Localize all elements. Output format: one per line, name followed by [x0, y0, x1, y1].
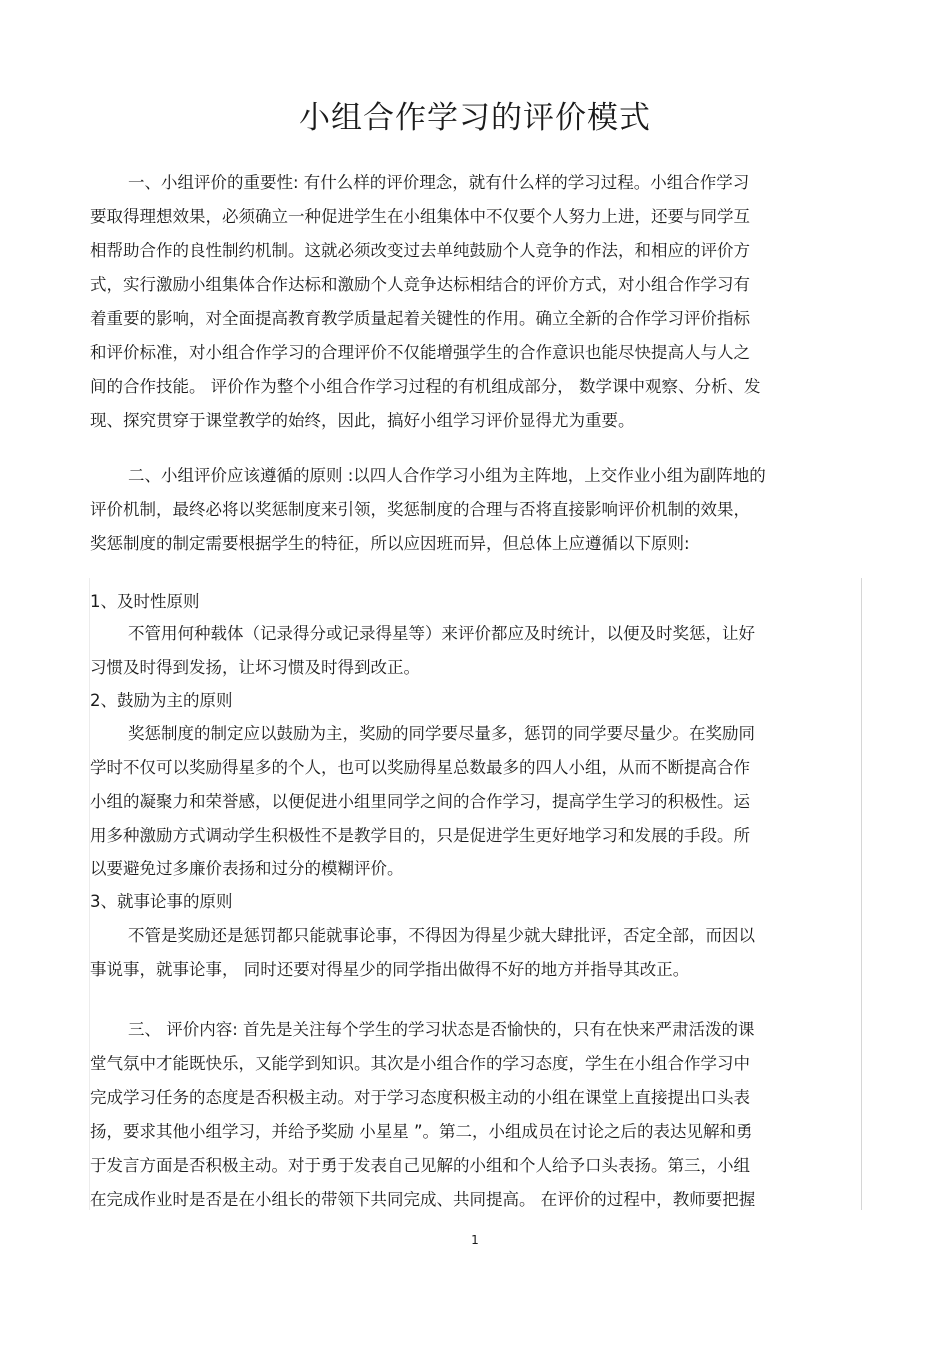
text-line: 间的合作技能。 评价作为整个小组合作学习过程的有机组成部分， 数学课中观察、分析、发: [90, 377, 761, 396]
text-line: 要取得理想效果，必须确立一种促进学生在小组集体中不仅要个人努力上进，还要与同学互: [90, 207, 750, 226]
text-line: 学时不仅可以奖励得星多的个人，也可以奖励得星总数最多的四人小组，从而不断提高合作: [90, 758, 750, 777]
text-line: 三、 评价内容: 首先是关注每个学生的学习状态是否愉快的，只有在快来严肃活泼的课: [128, 1020, 755, 1039]
page-title: 小组合作学习的评价模式: [299, 100, 651, 136]
text-line: 奖惩制度的制定需要根据学生的特征，所以应因班而异，但总体上应遵循以下原则:: [90, 534, 690, 553]
text-line: 不管用何种载体（记录得分或记录得星等）来评价都应及时统计，以便及时奖惩，让好: [128, 624, 755, 643]
text-line: 以要避免过多廉价表扬和过分的模糊评价。: [90, 859, 404, 878]
text-line: 不管是奖励还是惩罚都只能就事论事，不得因为得星少就大肆批评，否定全部，而因以: [128, 926, 755, 945]
principle-heading: 3、就事论事的原则: [90, 892, 233, 911]
text-line: 堂气氛中才能既快乐，又能学到知识。其次是小组合作的学习态度，学生在小组合作学习中: [90, 1054, 750, 1073]
principle-heading: 1、及时性原则: [90, 592, 200, 611]
text-line: 相帮助合作的良性制约机制。这就必须改变过去单纯鼓励个人竞争的作法，和相应的评价方: [90, 241, 750, 260]
text-line: 扬，要求其他小组学习，并给予奖励 小星星 ”。第二，小组成员在讨论之后的表达见解和勇: [90, 1122, 753, 1141]
text-line: 事说事，就事论事， 同时还要对得星少的同学指出做得不好的地方并指导其改正。: [90, 960, 690, 979]
text-line: 在完成作业时是否是在小组长的带领下共同完成、共同提高。 在评价的过程中，教师要把握: [90, 1190, 756, 1209]
text-line: 现、探究贯穿于课堂教学的始终，因此，搞好小组学习评价显得尤为重要。: [90, 411, 635, 430]
text-line: 于发言方面是否积极主动。对于勇于发表自己见解的小组和个人给予口头表扬。第三，小组: [90, 1156, 750, 1175]
text-line: 评价机制，最终必将以奖惩制度来引领，奖惩制度的合理与否将直接影响评价机制的效果，: [90, 500, 750, 519]
text-line: 完成学习任务的态度是否积极主动。对于学习态度积极主动的小组在课堂上直接提出口头表: [90, 1088, 750, 1107]
text-line: 小组的凝聚力和荣誉感，以便促进小组里同学之间的合作学习，提高学生学习的积极性。运: [90, 792, 750, 811]
text-line: 二、小组评价应该遵循的原则 :以四人合作学习小组为主阵地，上交作业小组为副阵地的: [128, 466, 766, 485]
text-line: 习惯及时得到发扬，让坏习惯及时得到改正。: [90, 658, 420, 677]
text-line: 式，实行激励小组集体合作达标和激励个人竞争达标相结合的评价方式，对小组合作学习有: [90, 275, 750, 294]
text-line: 着重要的影响，对全面提高教育教学质量起着关键性的作用。确立全新的合作学习评价指标: [90, 309, 750, 328]
text-line: 一、小组评价的重要性: 有什么样的评价理念，就有什么样的学习过程。小组合作学习: [128, 173, 750, 192]
text-line: 用多种激励方式调动学生积极性不是教学目的，只是促进学生更好地学习和发展的手段。所: [90, 826, 750, 845]
text-line: 和评价标准，对小组合作学习的合理评价不仅能增强学生的合作意识也能尽快提高人与人之: [90, 343, 750, 362]
principle-heading: 2、鼓励为主的原则: [90, 691, 233, 710]
page-number: 1: [471, 1233, 479, 1247]
right-margin-rule: [861, 578, 862, 1210]
text-line: 奖惩制度的制定应以鼓励为主，奖励的同学要尽量多，惩罚的同学要尽量少。在奖励同: [128, 724, 755, 743]
